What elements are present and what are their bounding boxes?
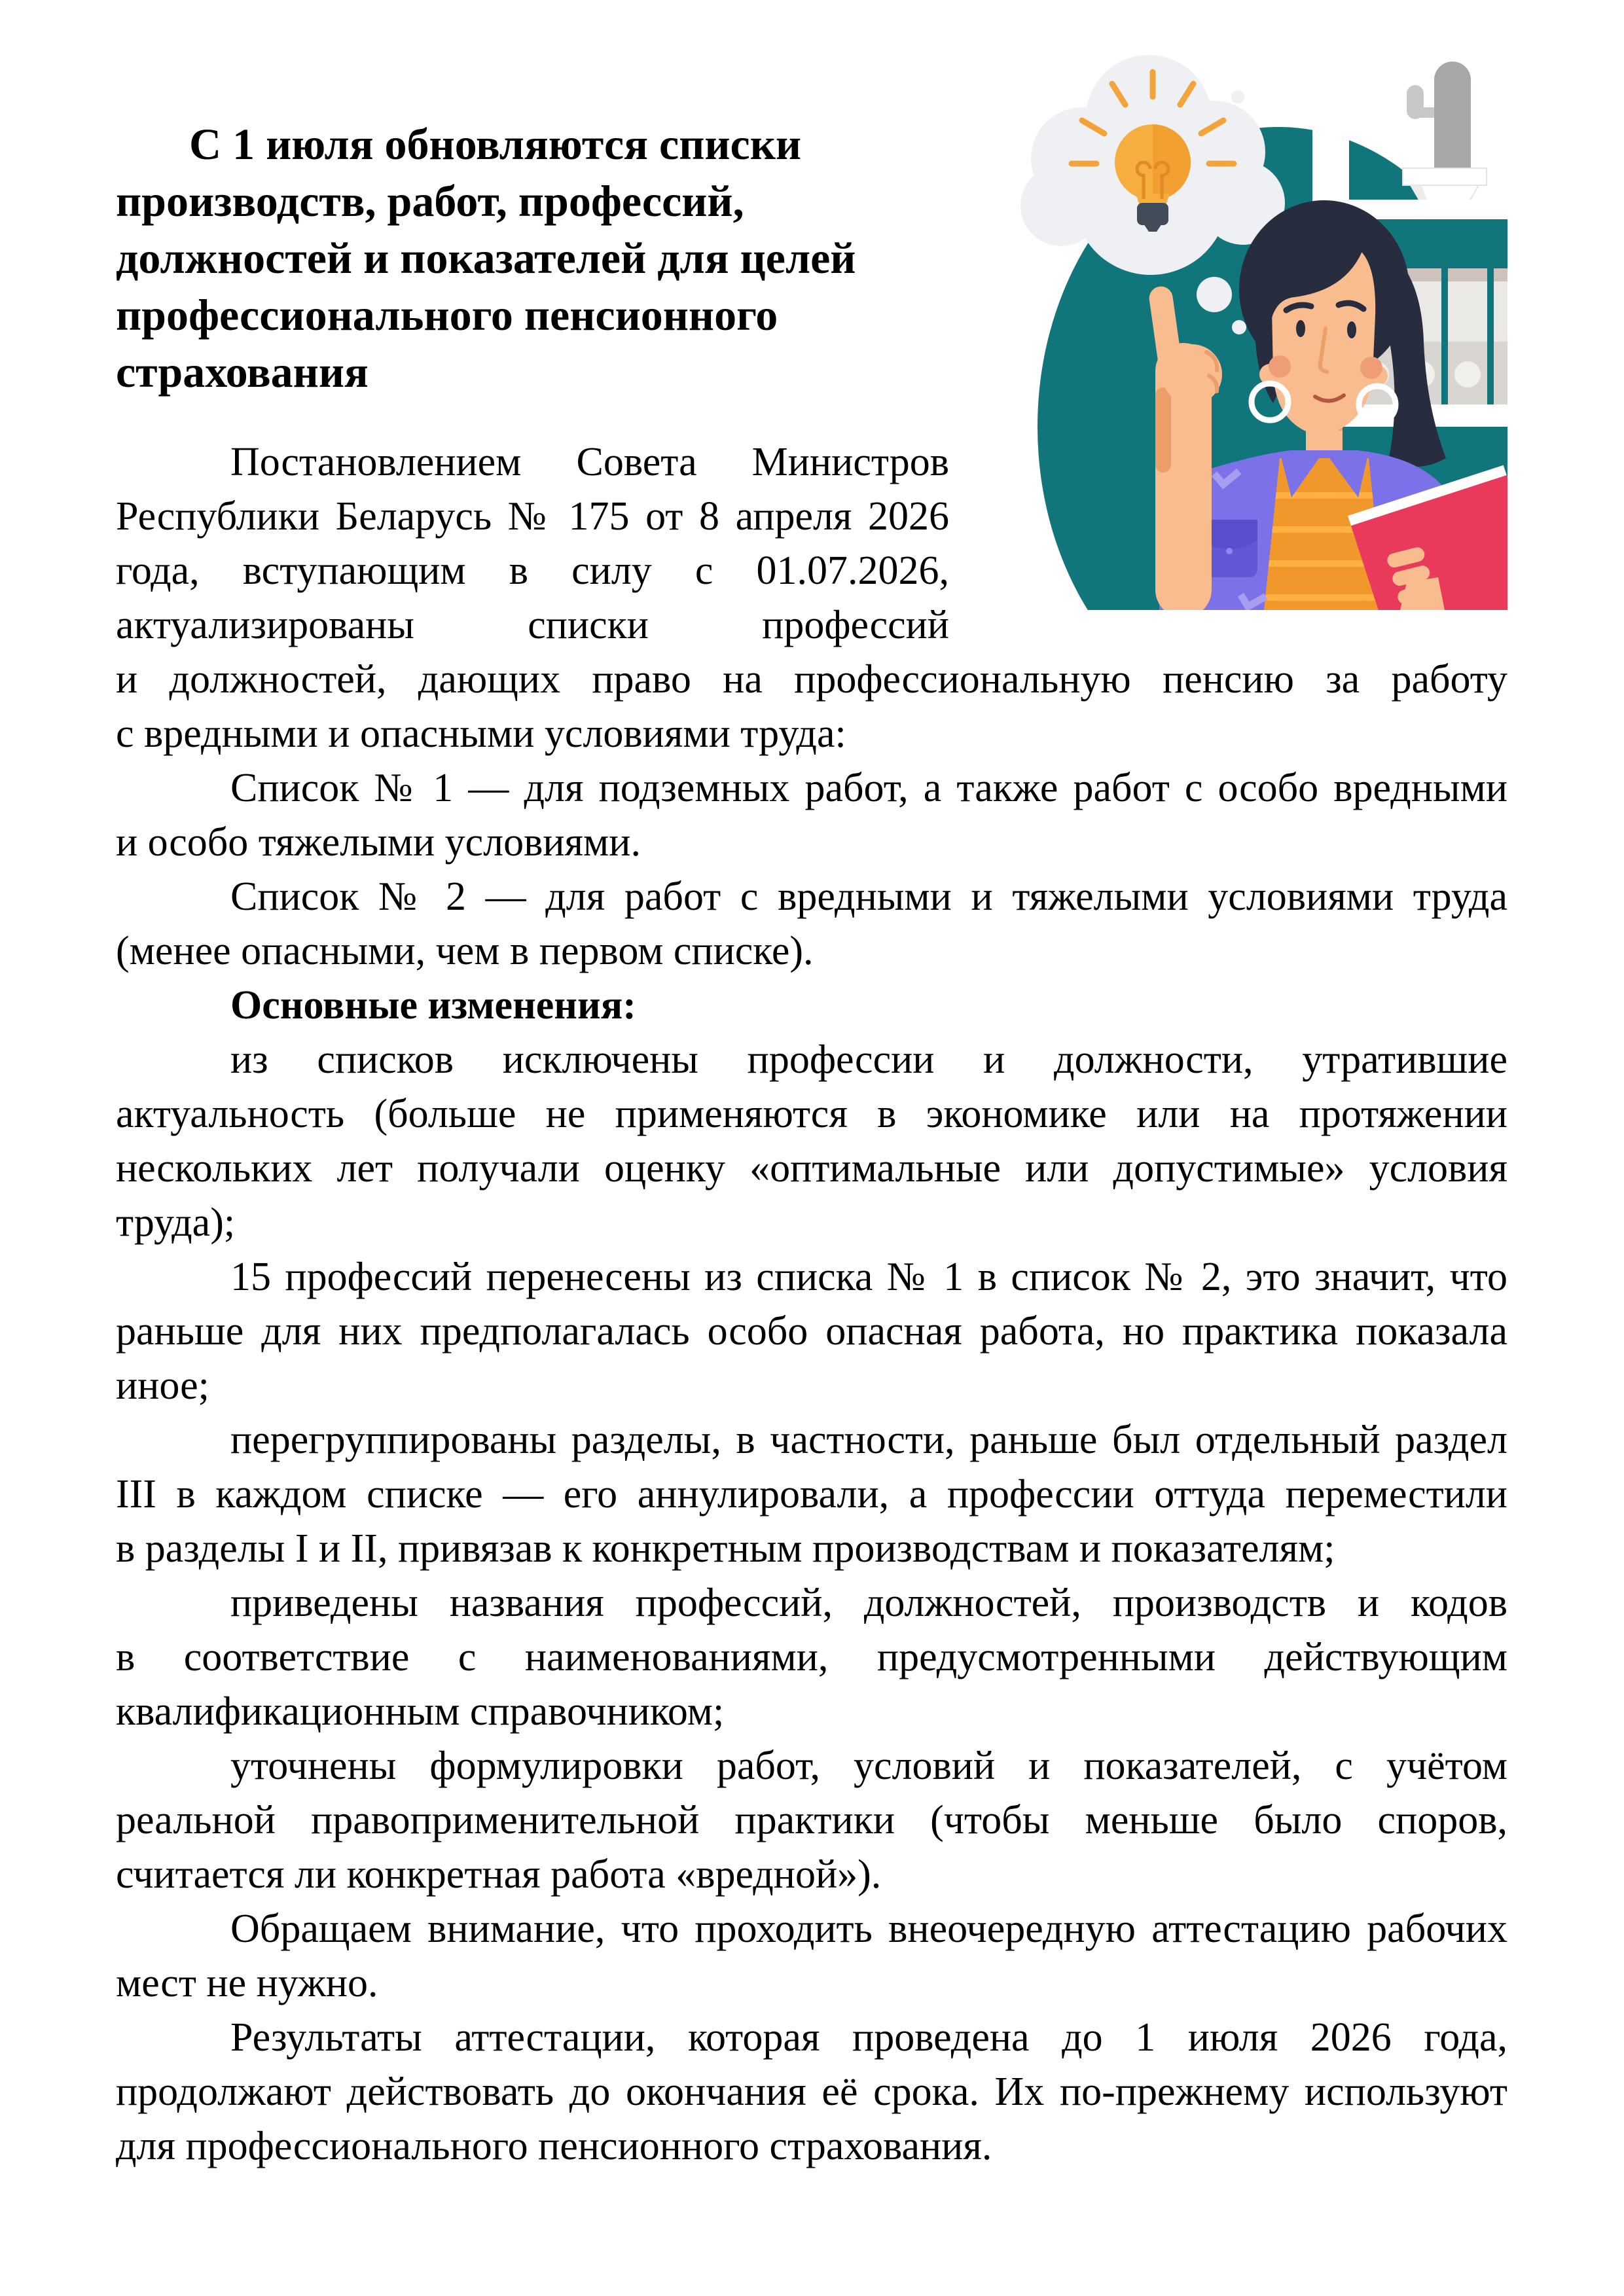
text-line: перегруппированы разделы, в частности, раньше был отдельный раздел — [230, 1418, 1507, 1462]
text-line: и должностей, дающих право на профессиональную пенсию за работу — [116, 657, 1507, 702]
text-line: Основные изменения: — [230, 983, 636, 1028]
text-line: уточнены формулировки работ, условий и показателей, с учётом — [230, 1744, 1507, 1788]
text-line: раньше для них предполагалась особо опасная работа, но практика показала — [116, 1309, 1507, 1354]
text-line: мест не нужно. — [116, 1961, 378, 2005]
text-line: иное; — [116, 1363, 209, 1408]
document-content — [116, 116, 1508, 2174]
text-line: III в каждом списке — его аннулировали, а профессии оттуда переместили — [116, 1472, 1507, 1516]
text-line: и особо тяжелыми условиями. — [116, 820, 641, 865]
text-line: Республики Беларусь № 175 от 8 апреля 2026 — [116, 494, 949, 539]
document-title — [116, 116, 986, 401]
title-line: должностей и показателей для целей — [116, 233, 856, 283]
text-line: реальной правоприменительной практики (чтобы меньше было споров, — [116, 1798, 1507, 1842]
text-line: нескольких лет получали оценку «оптимальные или допустимые» условия — [116, 1146, 1507, 1191]
text-line: Результаты аттестации, которая проведена до 1 июля 2026 года, — [230, 2015, 1507, 2060]
text-line: продолжают действовать до окончания её срока. Их по-прежнему используют — [116, 2070, 1507, 2114]
document-body — [116, 435, 1508, 2174]
text-line: с вредными и опасными условиями труда: — [116, 711, 846, 756]
title-line: страхования — [116, 347, 369, 397]
title-line: профессионального пенсионного — [116, 290, 778, 340]
text-line: Список № 2 — для работ с вредными и тяжелыми условиями труда — [230, 874, 1507, 919]
text-line: актуальность (больше не применяются в экономике или на протяжении — [116, 1092, 1507, 1136]
text-line: из списков исключены профессии и должности, утратившие — [230, 1037, 1507, 1082]
title-line: производств, работ, профессий, — [116, 176, 744, 226]
text-line: Список № 1 — для подземных работ, а также работ с особо вредными — [230, 766, 1507, 810]
text-line: в соответствие с наименованиями, предусмотренными действующим — [116, 1635, 1507, 1679]
text-line: труда); — [116, 1200, 236, 1245]
text-line: года, вступающим в силу с 01.07.2026, — [116, 548, 949, 593]
text-line: актуализированы списки профессий — [116, 603, 949, 647]
text-line: (менее опасными, чем в первом списке). — [116, 929, 814, 973]
text-line: 15 профессий перенесены из списка № 1 в список № 2, это значит, что — [230, 1255, 1507, 1299]
text-line: Обращаем внимание, что проходить внеочередную аттестацию рабочих — [230, 1907, 1507, 1951]
text-line: для профессионального пенсионного страхования. — [116, 2124, 992, 2168]
text-line: Постановлением Совета Министров — [230, 440, 949, 484]
text-line: считается ли конкретная работа «вредной»). — [116, 1852, 882, 1897]
title-line: С 1 июля обновляются списки — [189, 119, 802, 169]
text-line: приведены названия профессий, должностей, производств и кодов — [230, 1581, 1507, 1625]
text-line: в разделы I и II, привязав к конкретным производствам и показателям; — [116, 1526, 1335, 1571]
text-line: квалификационным справочником; — [116, 1689, 725, 1734]
